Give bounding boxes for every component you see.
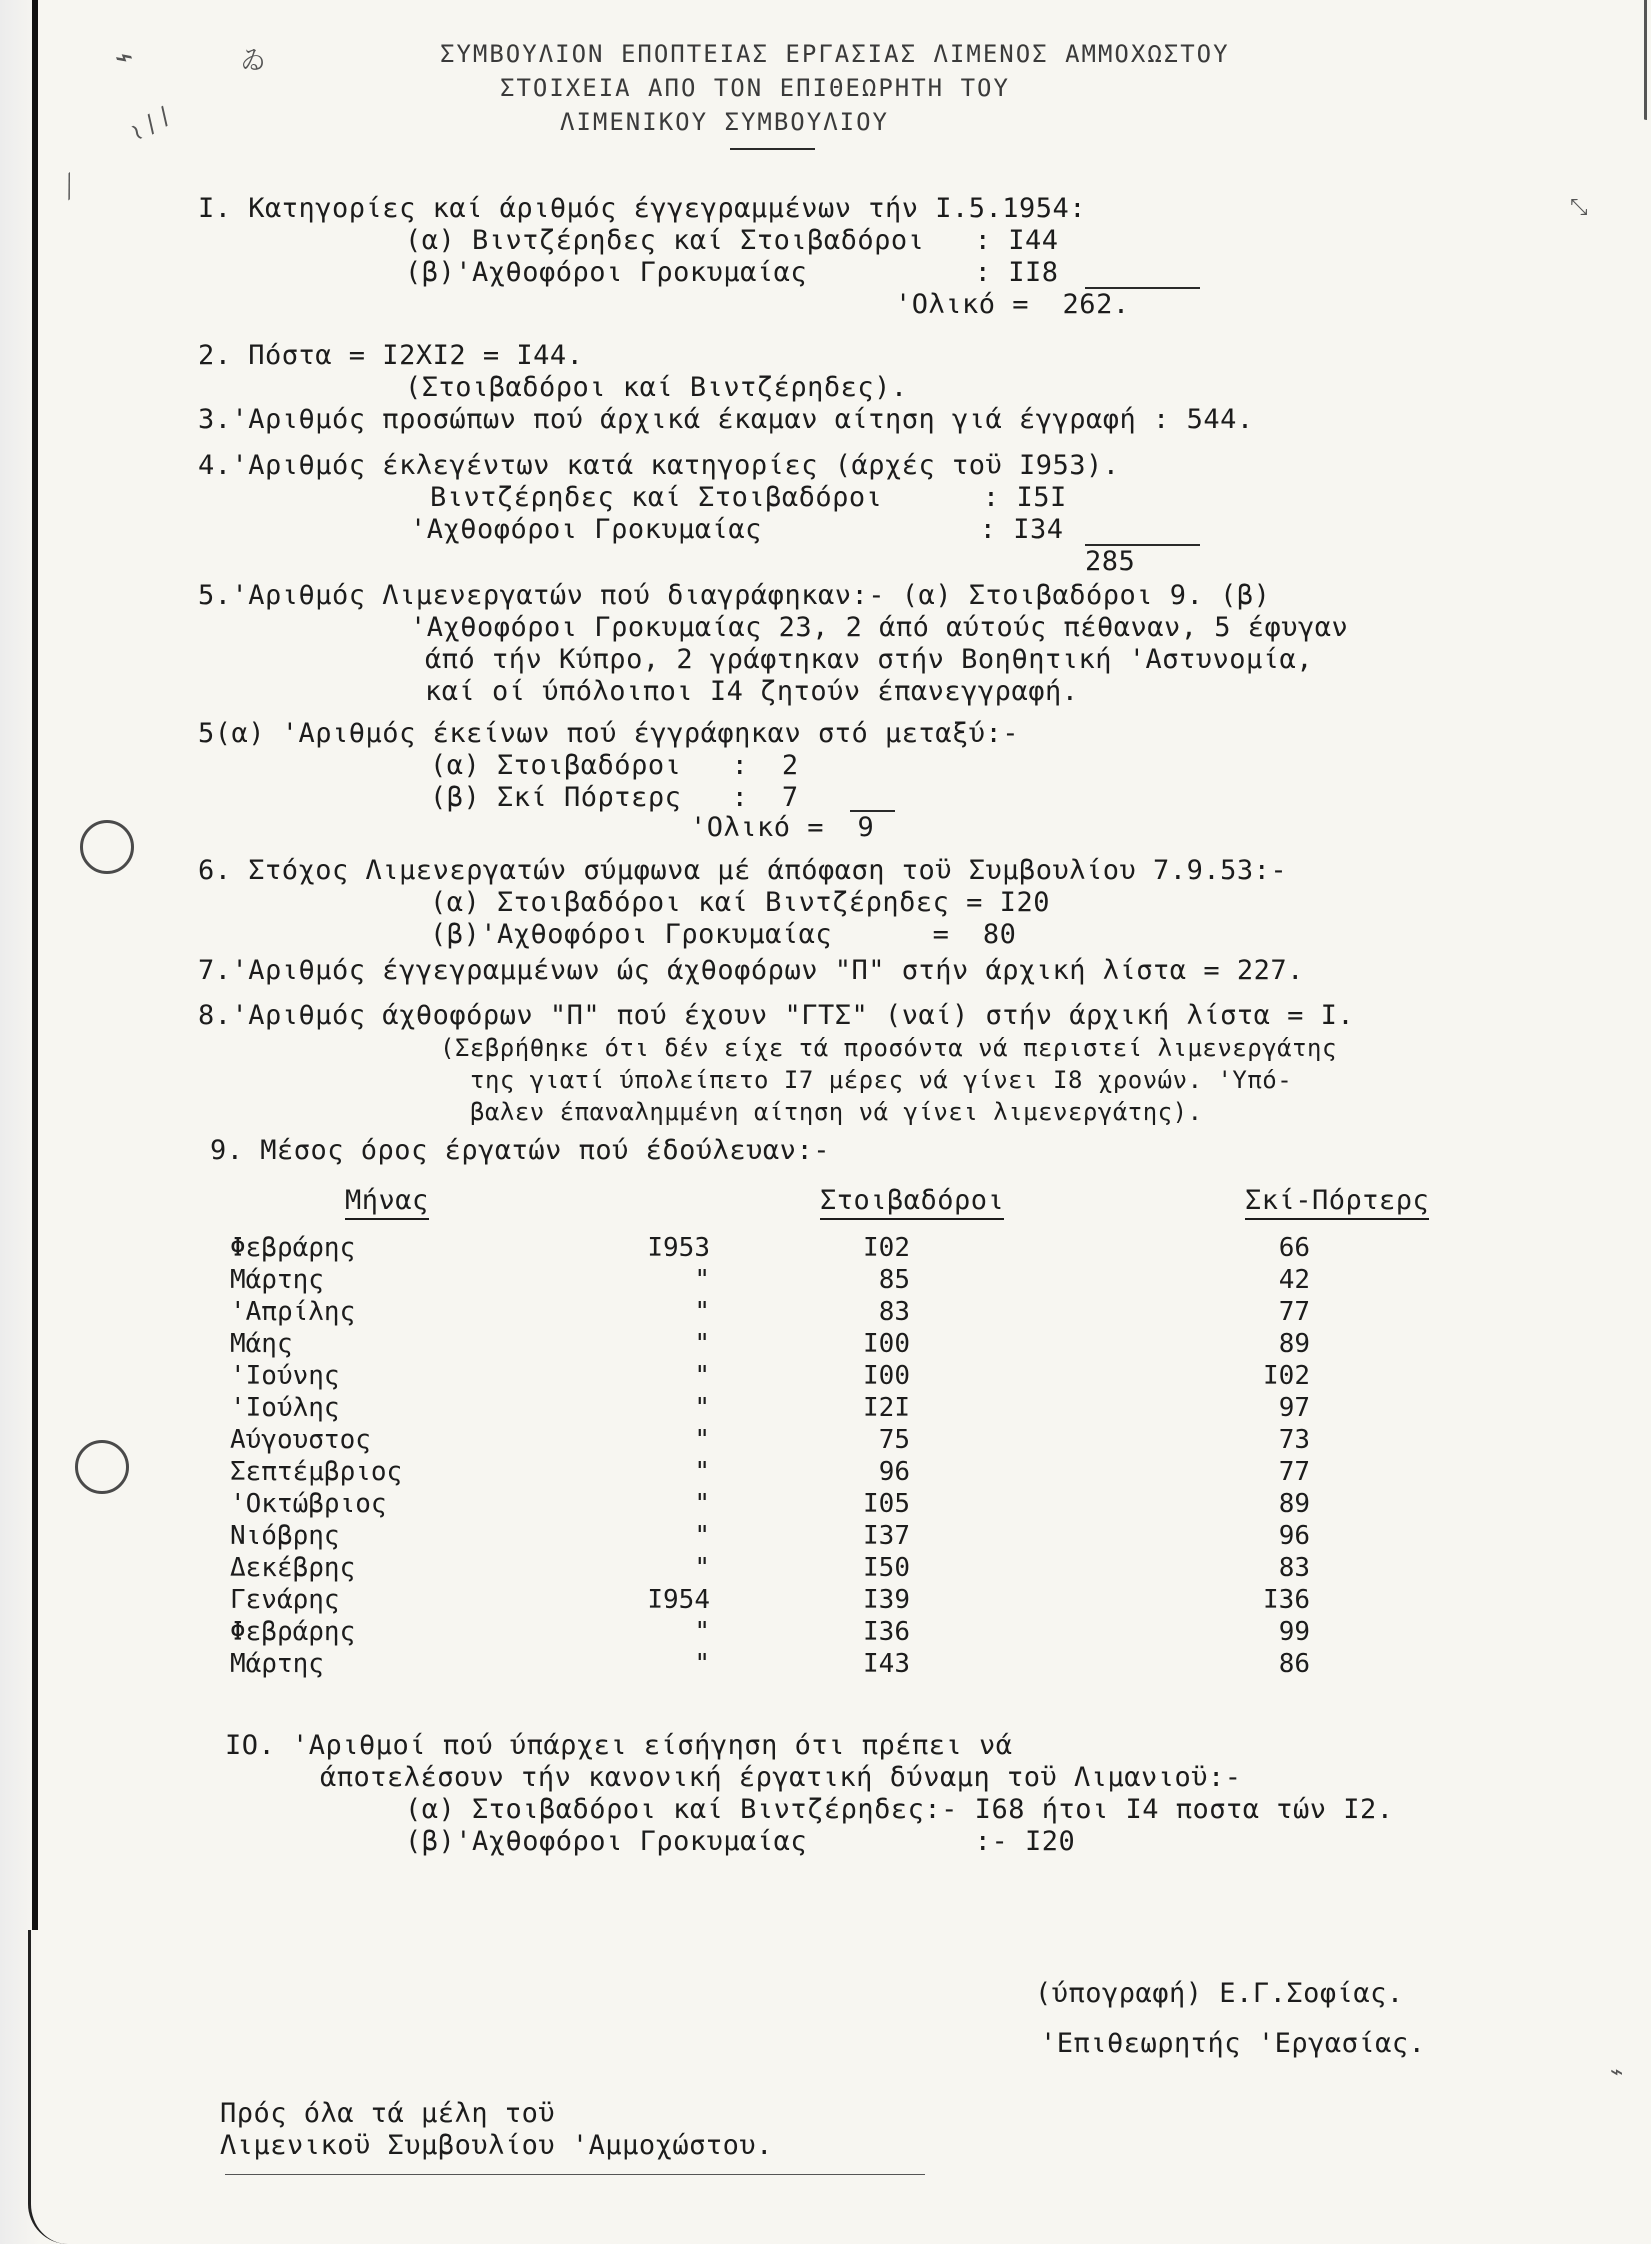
stevedores-cell: Ι50: [863, 1553, 910, 1583]
table-row: [230, 1552, 1310, 1584]
year-cell: ": [694, 1393, 710, 1423]
porters-cell: Ι36: [1263, 1585, 1310, 1615]
item-8-line-1: 8.'Αριθμός άχθοφόρων "Π" πού έχουν "ΓΤΣ" (ναί) στήν άρχική λίστα = Ι.: [198, 1000, 1355, 1031]
year-cell: ": [694, 1649, 710, 1679]
item-8-line-4: βαλεν έπαναλημμένη αίτηση νά γίνει λιμενεργάτης).: [470, 1098, 1203, 1126]
stevedores-cell: 83: [878, 1297, 910, 1327]
item-5-line-1: 5.'Αριθμός Λιμενεργατών πού διαγράφηκαν:- (α) Στοιβαδόροι 9. (β): [198, 580, 1271, 611]
item-4-total: 285: [1085, 546, 1136, 577]
col-header-stevedores: Στοιβαδόροι: [820, 1185, 1004, 1220]
header-divider: [730, 148, 815, 150]
item-6-line-a: (α) Στοιβαδόροι καί Βιντζέρηδες = Ι20: [430, 887, 1050, 918]
month-cell: 'Οκτώβριος: [230, 1489, 387, 1519]
porters-cell: 73: [1278, 1425, 1310, 1455]
porters-cell: 42: [1278, 1265, 1310, 1295]
item-9-title: 9. Μέσος όρος έργατών πού έδούλευαν:-: [210, 1135, 830, 1166]
porters-cell: 86: [1278, 1649, 1310, 1679]
item-8-line-3: της γιατί ύπολείπετο Ι7 μέρες νά γίνει Ι8 χρονών. 'Υπό-: [470, 1066, 1293, 1094]
item-5a-title: 5(α) 'Αριθμός έκείνων πού έγγράφηκαν στό μεταξύ:-: [198, 718, 1020, 749]
item-2-title: 2. Πόστα = Ι2ΧΙ2 = Ι44.: [198, 340, 584, 371]
scan-page-curl: [28, 1930, 71, 2244]
item-5a-line-b: (β) Σκί Πόρτερς : 7: [430, 782, 799, 813]
table-row: [230, 1328, 1310, 1360]
porters-cell: 77: [1278, 1297, 1310, 1327]
year-cell: Ι954: [647, 1585, 710, 1615]
footer-rule: [225, 2174, 925, 2175]
header-line-2: ΣΤΟΙΧΕΙΑ ΑΠΟ ΤΟΝ ΕΠΙΘΕΩΡΗΤΗ ΤΟΥ: [500, 74, 1010, 102]
item-8-line-2: (Σεβρήθηκε ότι δέν είχε τά προσόντα νά περιστεί λιμενεργάτης: [440, 1034, 1337, 1062]
stevedores-cell: Ι37: [863, 1521, 910, 1551]
table-row: [230, 1424, 1310, 1456]
month-cell: Μάης: [230, 1329, 293, 1359]
punch-hole-mark: [75, 1440, 129, 1494]
stevedores-cell: Ι36: [863, 1617, 910, 1647]
item-5-line-2: 'Αχθοφόροι Γροκυμαίας 23, 2 άπό αύτούς πέθαναν, 5 έφυγαν: [410, 612, 1349, 643]
month-cell: 'Απρίλης: [230, 1297, 356, 1327]
table-row: [230, 1648, 1310, 1680]
signature-title: 'Επιθεωρητής 'Εργασίας.: [1040, 2028, 1426, 2059]
stray-mark-glyph: ⌁: [109, 37, 139, 78]
year-cell: ": [694, 1617, 710, 1647]
stray-mark-glyph: ゐ: [240, 46, 267, 76]
month-cell: Μάρτης: [230, 1649, 324, 1679]
year-cell: ": [694, 1457, 710, 1487]
porters-cell: 99: [1278, 1617, 1310, 1647]
header-line-1: ΣΥΜΒΟΥΛΙΟΝ ΕΠΟΠΤΕΙΑΣ ΕΡΓΑΣΙΑΣ ΛΙΜΕΝΟΣ ΑΜΜΟΧΩΣΤΟΥ: [440, 40, 1230, 68]
table-row: [230, 1392, 1310, 1424]
item-4-title: 4.'Αριθμός έκλεγέντων κατά κατηγορίες (άρχές τοϋ Ι953).: [198, 450, 1120, 481]
monthly-average-table: [230, 1232, 1310, 1680]
month-cell: Φεβράρης: [230, 1617, 356, 1647]
stevedores-cell: Ι39: [863, 1585, 910, 1615]
scan-left-edge: [32, 0, 38, 1930]
item-1-line-a: (α) Βιντζέρηδες καί Στοιβαδόροι : Ι44: [405, 225, 1059, 256]
col-header-month: Μήνας: [345, 1185, 429, 1220]
addressee-line-2: Λιμενικοϋ Συμβουλίου 'Αμμοχώστου.: [220, 2130, 773, 2161]
stray-mark-glyph: ⌁: [1610, 2060, 1624, 2085]
year-cell: ": [694, 1553, 710, 1583]
stevedores-cell: 85: [878, 1265, 910, 1295]
porters-cell: 96: [1278, 1521, 1310, 1551]
year-cell: Ι953: [647, 1233, 710, 1263]
item-10-line-b: (β)'Αχθοφόροι Γροκυμαίας :- Ι20: [405, 1826, 1076, 1857]
table-row: [230, 1584, 1310, 1616]
item-6-line-b: (β)'Αχθοφόροι Γροκυμαίας = 80: [430, 919, 1017, 950]
year-cell: ": [694, 1265, 710, 1295]
item-2-note: (Στοιβαδόροι καί Βιντζέρηδες).: [405, 372, 908, 403]
stevedores-cell: Ι2Ι: [863, 1393, 910, 1423]
table-row: [230, 1296, 1310, 1328]
year-cell: ": [694, 1489, 710, 1519]
month-cell: Φεβράρης: [230, 1233, 356, 1263]
table-row: [230, 1360, 1310, 1392]
item-10-line-a: (α) Στοιβαδόροι καί Βιντζέρηδες:- Ι68 ήτοι Ι4 ποστα τών Ι2.: [405, 1794, 1394, 1825]
year-cell: ": [694, 1425, 710, 1455]
scan-right-edge: [1640, 0, 1647, 120]
month-cell: Μάρτης: [230, 1265, 324, 1295]
item-10-line-2: άποτελέσουν τήν κανονική έργατική δύναμη τοϋ Λιμανιοϋ:-: [320, 1762, 1242, 1793]
item-5-line-3: άπό τήν Κύπρο, 2 γράφτηκαν στήν Βοηθητική 'Αστυνομία,: [425, 644, 1314, 675]
item-1-title: Ι. Κατηγορίες καί άριθμός έγγεγραμμένων τήν Ι.5.1954:: [198, 193, 1087, 224]
item-4-line-a: Βιντζέρηδες καί Στοιβαδόροι : Ι5Ι: [430, 482, 1067, 513]
porters-cell: 77: [1278, 1457, 1310, 1487]
col-header-porters: Σκί-Πόρτερς: [1245, 1185, 1429, 1220]
table-row: [230, 1456, 1310, 1488]
month-cell: 'Ιούλης: [230, 1393, 340, 1423]
table-row: [230, 1616, 1310, 1648]
stevedores-cell: Ι43: [863, 1649, 910, 1679]
item-5a-line-a: (α) Στοιβαδόροι : 2: [430, 750, 799, 781]
stevedores-cell: 75: [878, 1425, 910, 1455]
table-row: [230, 1488, 1310, 1520]
item-5-line-4: καί οί ύπόλοιποι Ι4 ζητούν έπανεγγραφή.: [425, 676, 1079, 707]
table-row: [230, 1232, 1310, 1264]
year-cell: ": [694, 1329, 710, 1359]
month-cell: Νιόβρης: [230, 1521, 340, 1551]
item-1-line-b: (β)'Αχθοφόροι Γροκυμαίας : ΙΙ8: [405, 257, 1059, 288]
item-7-text: 7.'Αριθμός έγγεγραμμένων ώς άχθοφόρων "Π" στήν άρχική λίστα = 227.: [198, 955, 1304, 986]
stray-mark-glyph: ⟋: [51, 167, 88, 206]
stevedores-cell: Ι00: [863, 1329, 910, 1359]
item-5a-total: 'Ολικό = 9: [690, 812, 875, 843]
item-1-total: 'Ολικό = 262.: [895, 289, 1130, 320]
stray-mark-glyph: ⤡: [1570, 195, 1588, 220]
porters-cell: 83: [1278, 1553, 1310, 1583]
table-row: [230, 1264, 1310, 1296]
table-row: [230, 1520, 1310, 1552]
month-cell: Γενάρης: [230, 1585, 340, 1615]
year-cell: ": [694, 1297, 710, 1327]
item-10-line-1: ΙΟ. 'Αριθμοί πού ύπάρχει είσήγηση ότι πρέπει νά: [225, 1730, 1013, 1761]
month-cell: Αύγουστος: [230, 1425, 371, 1455]
porters-cell: 66: [1278, 1233, 1310, 1263]
header-line-3: ΛΙΜΕΝΙΚΟΥ ΣΥΜΒΟΥΛΙΟΥ: [560, 108, 889, 136]
porters-cell: 89: [1278, 1329, 1310, 1359]
month-cell: Σεπτέμβριος: [230, 1457, 403, 1487]
stray-mark-glyph: ≀ ∕ ∕: [125, 101, 175, 147]
porters-cell: 89: [1278, 1489, 1310, 1519]
month-cell: Δεκέβρης: [230, 1553, 356, 1583]
stevedores-cell: Ι00: [863, 1361, 910, 1391]
item-3-text: 3.'Αριθμός προσώπων πού άρχικά έκαμαν αίτηση γιά έγγραφή : 544.: [198, 404, 1254, 435]
punch-hole-mark: [80, 820, 134, 874]
item-6-title: 6. Στόχος Λιμενεργατών σύμφωνα μέ άπόφαση τοϋ Συμβουλίου 7.9.53:-: [198, 855, 1288, 886]
stevedores-cell: Ι02: [863, 1233, 910, 1263]
porters-cell: 97: [1278, 1393, 1310, 1423]
stevedores-cell: Ι05: [863, 1489, 910, 1519]
year-cell: ": [694, 1521, 710, 1551]
addressee-line-1: Πρός όλα τά μέλη τοϋ: [220, 2098, 556, 2129]
month-cell: 'Ιούνης: [230, 1361, 340, 1391]
item-4-line-b: 'Αχθοφόροι Γροκυμαίας : Ι34: [410, 514, 1064, 545]
year-cell: ": [694, 1361, 710, 1391]
stevedores-cell: 96: [878, 1457, 910, 1487]
signature-name: (ύπογραφή) Ε.Γ.Σοφίας.: [1035, 1978, 1404, 2009]
porters-cell: Ι02: [1263, 1361, 1310, 1391]
